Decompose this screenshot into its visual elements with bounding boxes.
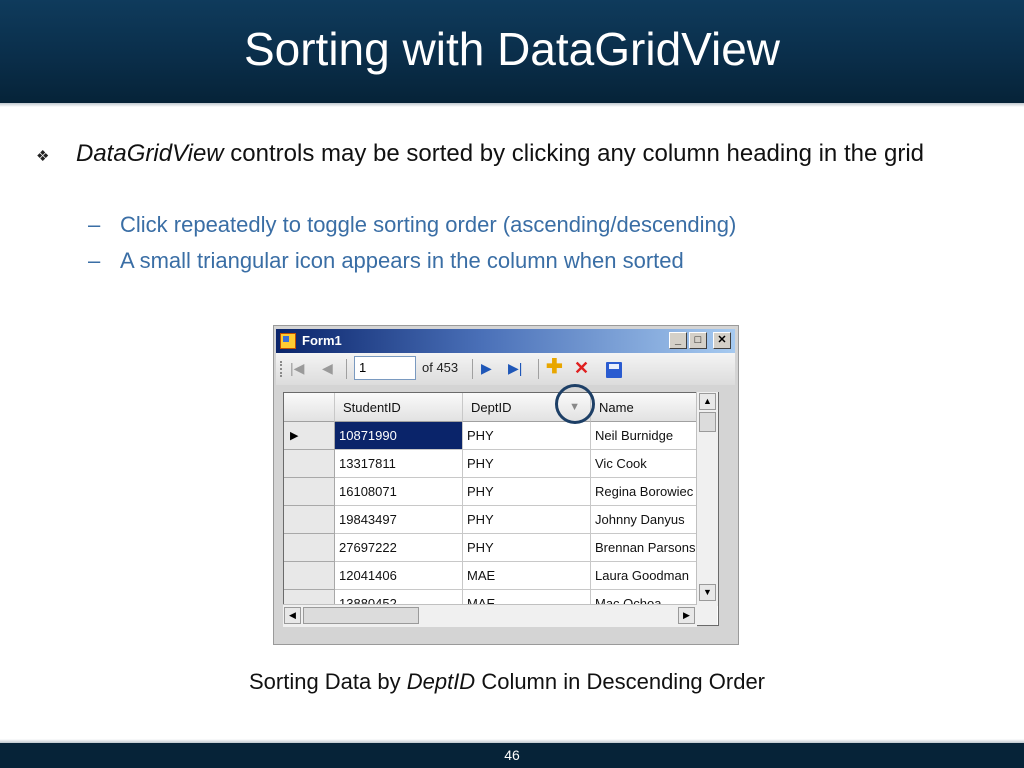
grid-cell[interactable]: PHY bbox=[463, 534, 591, 562]
grid-cell[interactable]: 16108071 bbox=[335, 478, 463, 506]
scroll-left-icon[interactable]: ◀ bbox=[284, 607, 301, 624]
row-header[interactable] bbox=[284, 562, 335, 590]
row-header[interactable] bbox=[284, 478, 335, 506]
bullet-term: DataGridView bbox=[76, 140, 224, 167]
grid-cell[interactable]: MAE bbox=[463, 562, 591, 590]
save-icon[interactable] bbox=[606, 362, 622, 378]
window-titlebar[interactable] bbox=[276, 329, 735, 353]
grid-cell[interactable]: 10871990 bbox=[335, 422, 463, 450]
minimize-button[interactable]: _ bbox=[669, 332, 687, 349]
caption-term: DeptID bbox=[406, 669, 476, 694]
add-new-icon[interactable]: ✚ bbox=[546, 356, 563, 378]
column-header-name[interactable] bbox=[591, 393, 697, 422]
grid-cell[interactable]: PHY bbox=[463, 478, 591, 506]
maximize-button[interactable]: □ bbox=[689, 332, 707, 349]
sub-bullet-text: Click repeatedly to toggle sorting order (ascending/descending) bbox=[120, 212, 737, 237]
grid-cell[interactable]: PHY bbox=[463, 450, 591, 478]
move-last-icon[interactable]: ▶| bbox=[508, 360, 523, 376]
figure-caption bbox=[0, 669, 1014, 695]
row-header[interactable] bbox=[284, 450, 335, 478]
grid-cell[interactable]: PHY bbox=[463, 422, 591, 450]
caption-prefix: Sorting Data by bbox=[248, 669, 407, 694]
close-button[interactable]: ✕ bbox=[713, 332, 731, 349]
column-header-label: Name bbox=[599, 400, 634, 415]
scroll-down-icon[interactable]: ▼ bbox=[699, 584, 716, 601]
toolbar-grip-icon[interactable] bbox=[280, 361, 284, 377]
grid-cell[interactable]: Regina Borowiec bbox=[591, 478, 697, 506]
sub-bullet-text: A small triangular icon appears in the column when sorted bbox=[120, 248, 684, 273]
sort-descending-icon: ▼ bbox=[569, 401, 580, 413]
toolbar-separator bbox=[346, 359, 347, 379]
grid-cell[interactable]: PHY bbox=[463, 506, 591, 534]
grid-cell[interactable]: Laura Goodman bbox=[591, 562, 697, 590]
row-header[interactable] bbox=[284, 422, 335, 450]
bullet-body: controls may be sorted by clicking any column heading in the grid bbox=[223, 140, 924, 167]
dash-bullet-icon: – bbox=[88, 248, 101, 273]
record-count-label: of 453 bbox=[422, 360, 459, 375]
footer-bar bbox=[0, 743, 1024, 768]
grid-cell[interactable]: Brennan Parsons bbox=[591, 534, 697, 562]
horizontal-scrollbar[interactable] bbox=[283, 604, 697, 627]
row-header[interactable] bbox=[284, 534, 335, 562]
grid-cell[interactable]: 12041406 bbox=[335, 562, 463, 590]
vertical-scrollbar[interactable] bbox=[696, 392, 718, 606]
grid-cell[interactable]: Neil Burnidge bbox=[591, 422, 697, 450]
grid-cell[interactable]: Vic Cook bbox=[591, 450, 697, 478]
slide-title: Sorting with DataGridView bbox=[243, 23, 781, 75]
column-header-studentid[interactable] bbox=[335, 393, 463, 422]
grid-cell[interactable]: 19843497 bbox=[335, 506, 463, 534]
delete-icon[interactable]: ✕ bbox=[574, 358, 590, 378]
position-input[interactable]: 1 bbox=[354, 356, 416, 380]
scroll-right-icon[interactable]: ▶ bbox=[678, 607, 695, 624]
grid-corner-header[interactable] bbox=[284, 393, 335, 422]
toolbar-separator bbox=[538, 359, 539, 379]
current-row-icon: ▶ bbox=[290, 430, 299, 442]
data-grid bbox=[283, 392, 719, 626]
page-number: 46 bbox=[504, 747, 520, 763]
move-next-icon[interactable]: ▶ bbox=[481, 360, 492, 376]
sort-highlight-circle bbox=[555, 384, 595, 424]
move-previous-icon[interactable]: ◀ bbox=[322, 360, 333, 376]
scroll-up-icon[interactable]: ▲ bbox=[699, 393, 716, 410]
binding-navigator bbox=[276, 353, 735, 385]
app-icon bbox=[280, 333, 296, 349]
move-first-icon[interactable]: |◀ bbox=[290, 360, 305, 376]
scrollbar-corner bbox=[697, 605, 717, 625]
column-header-label: DeptID bbox=[471, 400, 512, 415]
dash-bullet-icon: – bbox=[88, 212, 101, 237]
toolbar-separator bbox=[472, 359, 473, 379]
grid-cell[interactable]: 27697222 bbox=[335, 534, 463, 562]
row-header[interactable] bbox=[284, 506, 335, 534]
grid-cell[interactable]: 13317811 bbox=[335, 450, 463, 478]
column-header-label: StudentID bbox=[343, 400, 401, 415]
caption-suffix: Column in Descending Order bbox=[475, 669, 766, 694]
horizontal-scroll-thumb[interactable] bbox=[303, 607, 419, 624]
grid-cell[interactable]: Johnny Danyus bbox=[591, 506, 697, 534]
main-bullet-text bbox=[76, 137, 996, 171]
title-bar bbox=[0, 0, 1024, 103]
window-title: Form1 bbox=[302, 333, 342, 348]
diamond-bullet-icon: ❖ bbox=[36, 148, 50, 165]
vertical-scroll-thumb[interactable] bbox=[699, 412, 716, 432]
